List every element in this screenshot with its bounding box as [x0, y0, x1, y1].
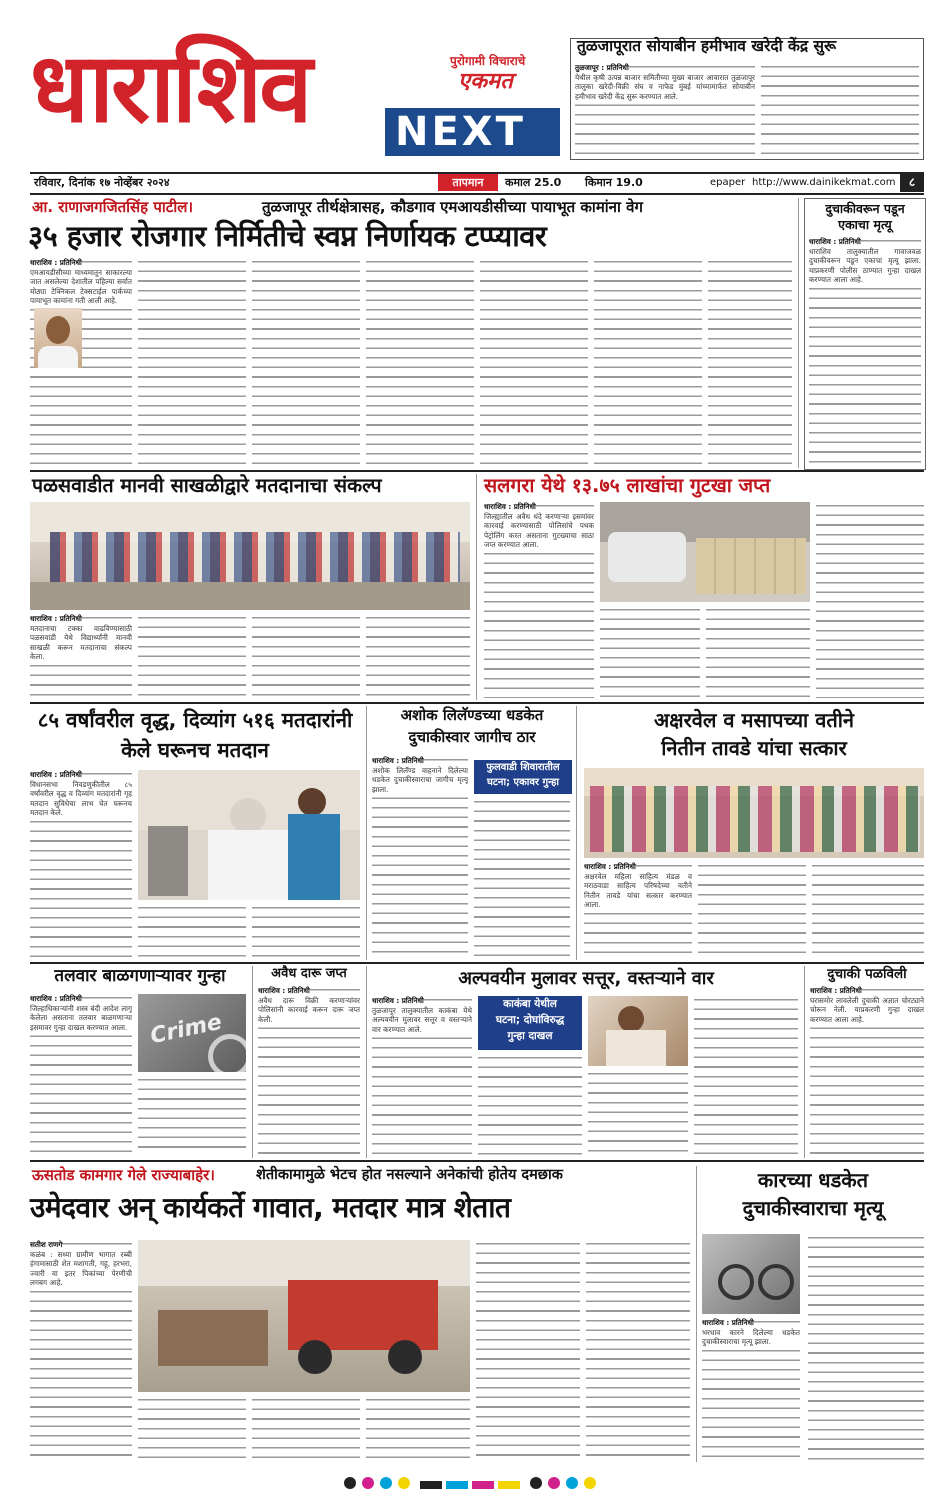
- section-rule-3: [30, 962, 924, 964]
- divider-85-ashok: [366, 706, 367, 960]
- salgara-col-1: [484, 502, 594, 698]
- akshar-headline-2: नितीन तावडे यांचा सत्कार: [661, 736, 847, 760]
- dateline-rule-bottom: [30, 193, 924, 195]
- bottom-col-1: [30, 1240, 132, 1460]
- car-byline: धाराशिव : प्रतिनिधी: [702, 1318, 754, 1327]
- side-story-1-body: [809, 237, 921, 465]
- alpa-photo: [588, 996, 688, 1066]
- akshar-headline-1: अक्षरवेल व मसापच्या वतीने: [653, 708, 854, 732]
- palvili-body: [810, 986, 924, 1156]
- lead-portrait-photo: [34, 308, 82, 368]
- alpa-headline: अल्पवयीन मुलावर सत्तूर, वस्तऱ्याने वार: [458, 968, 714, 989]
- salgara-col-4: [816, 502, 924, 698]
- lead-headline: ३५ हजार रोजगार निर्मितीचे स्वप्न निर्णायक टप्प्यावर: [28, 219, 547, 253]
- story-85-byline: धाराशिव : प्रतिनिधी: [30, 770, 82, 779]
- car-col-2: [808, 1234, 924, 1460]
- palaswadi-col-2: [138, 614, 246, 696]
- talwar-byline: धाराशिव : प्रतिनिधी: [30, 994, 82, 1003]
- ashok-byline: धाराशिव : प्रतिनिधी: [372, 756, 424, 765]
- salgara-photo: [600, 502, 810, 602]
- ashok-box-line-2: घटना; एकावर गुन्हा: [486, 777, 560, 788]
- lead-col-3: [252, 258, 360, 466]
- ashok-headline-2: दुचाकीस्वार जागीच ठार: [408, 728, 536, 746]
- car-col-1: [702, 1318, 800, 1460]
- bottom-kicker: शेतीकामामुळे भेटच होत नसल्याने अनेकांची होतेय दमछाक: [256, 1167, 563, 1183]
- ashok-col-2: [474, 798, 570, 958]
- alpa-box-line-1: काकंबा येथील: [503, 998, 557, 1010]
- masthead-ekmat-logo: एकमत: [458, 69, 513, 94]
- dateline: रविवार, दिनांक १७ नोव्हेंबर २०२४: [34, 176, 170, 189]
- akshar-text: अक्षरवेल महिला साहित्य मंडळ व मराठवाडा साहित्य परिषदेच्या वतीने नितीन तावडे यांचा सत्कार करण्यात आला.: [584, 871, 692, 909]
- story-85-col-3: [252, 904, 360, 958]
- ashok-text: अशोक लिलॅण्ड वाहनाने दिलेल्या धडकेत दुचाकीस्वाराचा जागीच मृत्यू झाला.: [372, 765, 468, 794]
- story-85-col-1: [30, 770, 132, 958]
- palaswadi-headline: पळसवाडीत मानवी साखळीद्वारे मतदानाचा संकल्प: [32, 474, 382, 497]
- lead-kicker-name: आ. राणाजगजितसिंह पाटील।: [32, 198, 194, 216]
- lead-col-6: [594, 258, 702, 466]
- salgara-col-3: [706, 606, 810, 698]
- divider-palaswadi-salgara: [476, 474, 477, 700]
- salgara-col-2: [600, 606, 700, 698]
- talwar-col-1: [30, 994, 132, 1156]
- lead-col-2: [138, 258, 246, 466]
- talwar-text: जिल्हाधिकाऱ्यांनी शस्त्र बंदी आदेश लागू केलेला असताना तलवार बाळगणाऱ्या इसमावर गुन्हा दाखल करण्यात आला.: [30, 1003, 132, 1032]
- ashok-col-1: [372, 756, 468, 958]
- side-story-1-byline: धाराशिव : प्रतिनिधी: [809, 237, 861, 246]
- car-photo: [702, 1234, 800, 1314]
- story-85-photo: [138, 770, 360, 900]
- weather-label: तापमान: [438, 174, 498, 191]
- salgara-text: जिल्ह्यातील अवैध धंदे करणाऱ्या इसमांवर कारवाई करण्यासाठी पोलिसांचे पथक पेट्रोलिंग करत असताना गुटख्याचा साठा जप्त करण्यात आला.: [484, 511, 594, 549]
- next-logo-box: [385, 108, 560, 156]
- story-85-text: विधानसभा निवडणुकीतील ८५ वर्षांवरील वृद्ध व दिव्यांग मतदारांनी गृह मतदान सुविधेचा लाभ घेत घरूनच मतदान केले.: [30, 779, 132, 817]
- daru-headline: अवैध दारू जप्त: [271, 966, 347, 981]
- bottom-headline: उमेदवार अन् कार्यकर्ते गावात, मतदार मात्र शेतात: [30, 1191, 511, 1224]
- lead-col-5: [480, 258, 588, 466]
- bottom-col-2: [138, 1396, 246, 1460]
- bottom-photo: [138, 1240, 470, 1392]
- bottom-col-6: [586, 1240, 690, 1460]
- lead-side-divider: [798, 198, 799, 468]
- car-text: भरधाव कारने दिलेल्या धडकेत दुचाकीस्वाराचा मृत्यू झाला.: [702, 1327, 800, 1346]
- daru-body: [258, 986, 360, 1156]
- palaswadi-byline: धाराशिव : प्रतिनिधी: [30, 614, 82, 623]
- palaswadi-photo: [30, 502, 470, 610]
- car-headline-1: कारच्या धडकेत: [757, 1168, 869, 1192]
- top-story-headline: तुळजापूरात सोयाबीन हमीभाव खरेदी केंद्र सुरू: [577, 37, 837, 55]
- divider-ashok-akshar: [576, 706, 577, 960]
- epaper-label: epaper: [710, 177, 746, 188]
- bottom-kicker-name: ऊसतोड कामगार गेले राज्याबाहेर।: [32, 1166, 215, 1184]
- next-logo: NEXT: [395, 109, 526, 155]
- divider-bottom-car: [696, 1166, 697, 1462]
- side-story-1-box: [804, 198, 926, 470]
- top-story-box: [570, 38, 924, 160]
- lead-text: एमआयडीसीच्या माध्यमातून साकारल्या जात असलेल्या देशातील पहिल्या सर्वात मोठ्या टेक्निकल टेक्सटाईल पार्कच्या पायाभूत कामांना गती आली आहे.: [30, 267, 132, 305]
- alpa-byline: धाराशिव : प्रतिनिधी: [372, 996, 424, 1005]
- bottom-text: कळंब : सध्या ग्रामीण भागात रब्बी हंगामासाठी शेत मशागती, गहू, हरभरा, ज्वारी या इतर पिकांच्या पेरणीची लगबग आहे.: [30, 1249, 132, 1287]
- daru-text: अवैध दारू विक्री करणाऱ्यांवर पोलिसांनी कारवाई करून दारू जप्त केली.: [258, 995, 360, 1024]
- bottom-col-3: [252, 1396, 360, 1460]
- car-headline-2: दुचाकीस्वाराचा मृत्यू: [742, 1196, 884, 1220]
- talwar-headline: तलवार बाळगणाऱ्यावर गुन्हा: [54, 966, 226, 986]
- palvili-headline: दुचाकी पळविली: [827, 966, 907, 982]
- masthead-title: धाराशिव: [30, 32, 310, 144]
- section-rule-4: [30, 1160, 924, 1162]
- palaswadi-text: मतदानाचा टक्का वाढविण्यासाठी पळसवाडी येथे विद्यार्थ्यांनी मानवी साखळी करून मतदानाचा संकल्प केला.: [30, 623, 132, 661]
- lead-col-4: [366, 258, 474, 466]
- section-rule-2: [30, 702, 924, 704]
- alpa-box-line-2: घटना; दोघांविरुद्ध: [495, 1014, 565, 1026]
- akshar-byline: धाराशिव : प्रतिनिधी: [584, 862, 636, 871]
- akshar-col-1: [584, 862, 692, 958]
- akshar-col-3: [812, 862, 924, 958]
- divider-daru-alpa: [366, 966, 367, 1158]
- masthead-tagline-small: पुरोगामी विचाराचे: [450, 54, 526, 68]
- top-story-col-1: [575, 63, 755, 155]
- divider-talwar-daru: [252, 966, 253, 1158]
- print-registration-marks: [250, 1474, 690, 1490]
- daru-byline: धाराशिव : प्रतिनिधी: [258, 986, 310, 995]
- temp-min: किमान 19.0: [585, 176, 643, 189]
- alpa-col-2: [478, 1054, 582, 1156]
- lead-kicker: तुळजापूर तीर्थक्षेत्रासह, कौडगाव एमआयडीसीच्या पायाभूत कामांना वेग: [262, 198, 643, 216]
- palvili-text: घरासमोर लावलेली दुचाकी अज्ञात चोरट्याने चोरून नेली. याप्रकरणी गुन्हा दाखल करण्यात आला आहे.: [810, 995, 924, 1024]
- side-story-1-text: धाराशिव तालुक्यातील गावाजवळ दुचाकीवरून पडून एकाचा मृत्यू झाला. याप्रकरणी पोलीस ठाण्यात गुन्हा दाखल करण्यात आला आहे.: [809, 246, 921, 284]
- ashok-headline-1: अशोक लिलॅण्डच्या धडकेत: [400, 706, 544, 724]
- alpa-highlight-box: [478, 996, 582, 1050]
- top-story-lead: येथील कृषी उत्पन्न बाजार समितीच्या मुख्य बाजार आवारात तुळजापूर तालुका खरेदी-विक्री संघ व नाफेड मुंबई यांच्यामार्फत सोयाबीन हमीभाव खरेदी केंद्र सुरू करण्यात आले.: [575, 72, 755, 101]
- salgara-byline: धाराशिव : प्रतिनिधी: [484, 502, 536, 511]
- palaswadi-col-4: [366, 614, 470, 696]
- lead-col-7: [708, 258, 792, 466]
- top-story-col-2: [761, 63, 919, 155]
- alpa-col-4: [694, 996, 798, 1156]
- palvili-byline: धाराशिव : प्रतिनिधी: [810, 986, 862, 995]
- ashok-box-line-1: फुलवाडी शिवारातील: [486, 762, 560, 773]
- top-story-byline: तुळजापूर : प्रतिनिधी: [575, 63, 629, 72]
- salgara-headline: सलगरा येथे १३.७५ लाखांचा गुटखा जप्त: [484, 474, 771, 497]
- bottom-col-4: [366, 1396, 470, 1460]
- lead-byline: धाराशिव : प्रतिनिधी: [30, 258, 82, 267]
- palaswadi-col-3: [252, 614, 360, 696]
- website-link[interactable]: http://www.dainikekmat.com: [752, 177, 896, 188]
- section-rule-1: [30, 470, 924, 472]
- bottom-byline: सतीश राणगे: [30, 1240, 63, 1249]
- divider-alpa-palvili: [804, 966, 805, 1158]
- temp-max: कमाल 25.0: [505, 176, 562, 189]
- talwar-col-2: [138, 1076, 246, 1156]
- page-number: ८: [900, 172, 924, 192]
- palaswadi-col-1: [30, 614, 132, 696]
- alpa-box-line-3: गुन्हा दाखल: [507, 1030, 553, 1042]
- story-85-col-2: [138, 904, 246, 958]
- talwar-crime-label: Crime: [148, 1009, 225, 1050]
- alpa-col-3: [588, 1070, 688, 1156]
- side-story-1-headline: दुचाकीवरून पडून एकाचा मृत्यू: [825, 201, 905, 232]
- talwar-crime-photo: [138, 994, 246, 1072]
- ashok-highlight-box: [474, 760, 572, 794]
- bottom-col-5: [476, 1240, 580, 1460]
- alpa-text: तुळजापूर तालुक्यातील काकंबा येथे अल्पवयीन मुलावर सत्तूर व वस्तऱ्याने वार करण्यात आले.: [372, 1005, 472, 1034]
- alpa-col-1: [372, 996, 472, 1156]
- akshar-col-2: [698, 862, 806, 958]
- akshar-photo: [584, 768, 924, 858]
- story-85-headline: ८५ वर्षांवरील वृद्ध, दिव्यांग ५१६ मतदारांनी केले घरूनच मतदान: [37, 708, 353, 762]
